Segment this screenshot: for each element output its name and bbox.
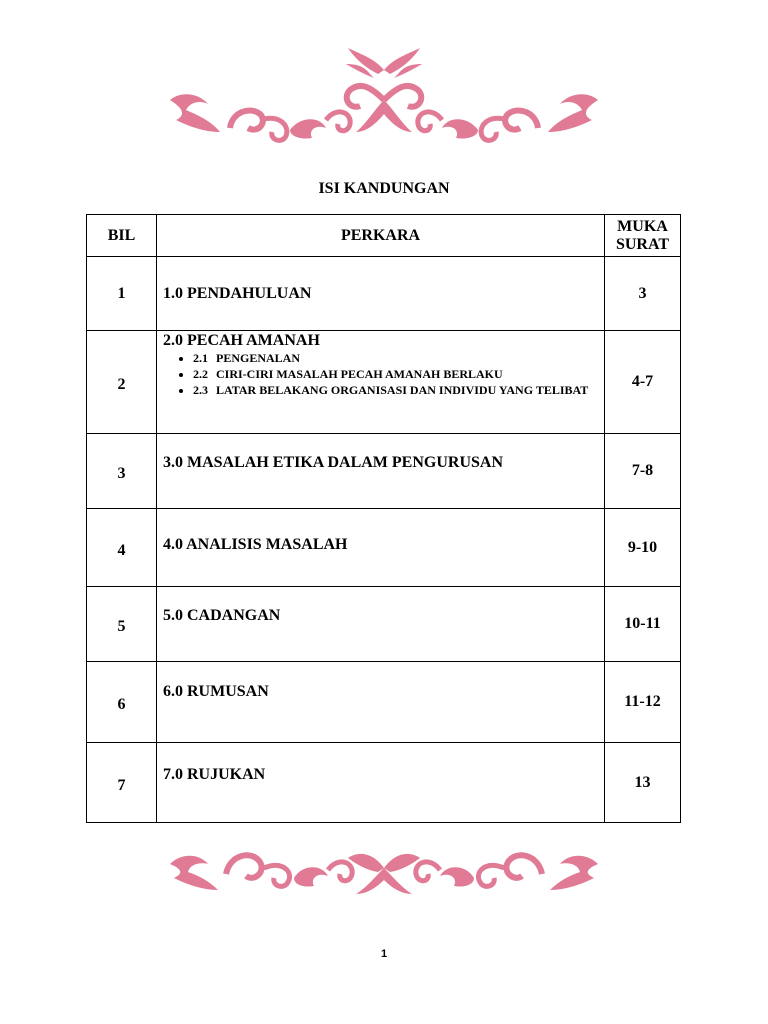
table-row <box>87 743 681 823</box>
row-bil: 4 <box>87 509 157 587</box>
section-title: 7.0 RUJUKAN <box>163 766 266 783</box>
section-title: 2.0 PECAH AMANAH <box>163 332 320 349</box>
header-page-line1: MUKA <box>617 217 668 235</box>
row-pages: 11-12 <box>605 662 681 743</box>
header-bil: BIL <box>87 215 157 257</box>
row-title <box>157 331 605 434</box>
table-header-row <box>87 215 681 257</box>
table-row <box>87 434 681 509</box>
section-title: 4.0 ANALISIS MASALAH <box>163 536 348 553</box>
row-bil: 7 <box>87 743 157 823</box>
section-title: 3.0 MASALAH ETIKA DALAM PENGURUSAN <box>163 454 504 471</box>
header-perkara: PERKARA <box>157 215 605 257</box>
row-pages: 4-7 <box>605 331 681 434</box>
subsection-text: PENGENALAN <box>216 351 301 365</box>
table-of-contents <box>86 214 681 823</box>
section-title: 1.0 PENDAHULUAN <box>163 284 312 302</box>
section-title: 6.0 RUMUSAN <box>163 683 269 700</box>
row-bil: 3 <box>87 434 157 509</box>
header-muka-surat <box>605 215 681 257</box>
row-pages: 13 <box>605 743 681 823</box>
row-title <box>157 509 605 587</box>
section-title: 5.0 CADANGAN <box>163 607 281 624</box>
row-title <box>157 587 605 662</box>
row-pages: 7-8 <box>605 434 681 509</box>
subsection-list <box>163 350 598 398</box>
subsection-text: CIRI-CIRI MASALAH PECAH AMANAH BERLAKU <box>216 367 503 381</box>
row-bil: 2 <box>87 331 157 434</box>
table-row <box>87 509 681 587</box>
row-pages: 10-11 <box>605 587 681 662</box>
table-row <box>87 587 681 662</box>
row-title <box>157 662 605 743</box>
header-page-line2: SURAT <box>615 235 670 253</box>
subsection-number: 2.1 <box>193 351 208 365</box>
page-number: 1 <box>380 948 388 960</box>
row-pages: 3 <box>605 257 681 331</box>
row-title <box>157 257 605 331</box>
list-item <box>193 382 598 398</box>
row-bil: 1 <box>87 257 157 331</box>
bottom-ornament-flourish-icon <box>160 834 608 898</box>
table-row <box>87 331 681 434</box>
table-row <box>87 662 681 743</box>
row-title <box>157 743 605 823</box>
row-title <box>157 434 605 509</box>
subsection-number: 2.3 <box>193 383 208 397</box>
top-ornament-flourish-icon <box>160 40 608 152</box>
subsection-text: LATAR BELAKANG ORGANISASI DAN INDIVIDU YANG TELIBAT <box>216 383 589 397</box>
page-title: ISI KANDUNGAN <box>318 180 450 197</box>
row-bil: 6 <box>87 662 157 743</box>
row-pages: 9-10 <box>605 509 681 587</box>
subsection-number: 2.2 <box>193 367 208 381</box>
list-item <box>193 366 598 382</box>
table-row <box>87 257 681 331</box>
list-item <box>193 350 598 366</box>
row-bil: 5 <box>87 587 157 662</box>
